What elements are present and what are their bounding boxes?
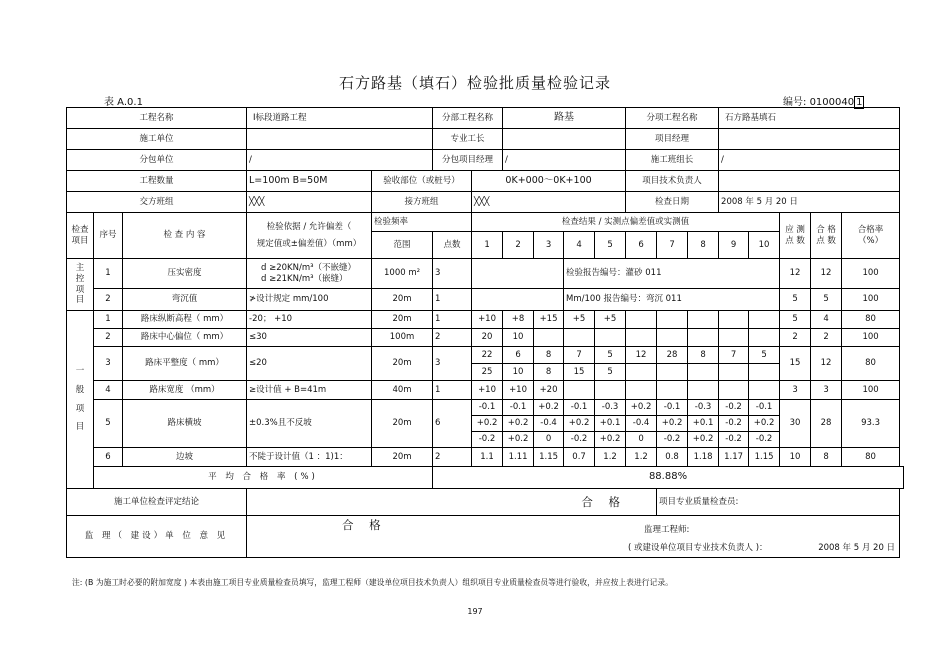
value-cell: 25	[472, 364, 503, 381]
project-name-label: 工程名称	[67, 108, 247, 129]
col-points: 点数	[433, 232, 472, 259]
value-cell: 1.15	[749, 448, 780, 467]
value-cell: 22	[472, 347, 503, 364]
rate-cell: 100	[842, 259, 900, 289]
value-cell: -0.1	[657, 400, 688, 416]
main-row-1	[67, 259, 904, 289]
basis-cell: -20； +10	[247, 311, 372, 329]
range-cell: 20m	[372, 289, 433, 311]
subcontractor-label: 分包单位	[67, 150, 247, 171]
general-group-label-text: 一 般 项 目	[75, 366, 85, 433]
header-row-quantity	[67, 171, 904, 192]
value-cell: -0.1	[749, 400, 780, 416]
range-cell: 100m	[372, 329, 433, 347]
value-cell: 8	[688, 347, 719, 364]
value-cell: +0.1	[688, 416, 719, 432]
result-text-cell: Mm/100 报告编号：弯沉 011	[564, 289, 780, 311]
location-label: 验收部位（或桩号）	[372, 171, 472, 192]
page-number: 197	[467, 607, 483, 616]
pass-cell: 4	[811, 311, 842, 329]
value-cell: +0.2	[564, 416, 595, 432]
inspection-form-table	[66, 107, 904, 558]
value-cell	[688, 381, 719, 400]
value-cell: +0.2	[749, 416, 780, 432]
value-cell	[749, 364, 780, 381]
value-cell: 10	[503, 364, 534, 381]
col-num: 4	[564, 232, 595, 259]
value-cell: -0.1	[503, 400, 534, 416]
value-cell: 6	[503, 347, 534, 364]
value-cell: -0.2	[657, 432, 688, 448]
value-cell: +10	[472, 381, 503, 400]
quantity-label: 工程数量	[67, 171, 247, 192]
form-number: 表 A.0.1	[104, 97, 143, 108]
col-rate	[842, 213, 900, 259]
col-should-line1: 应 测	[785, 224, 805, 235]
qc-inspector-label: 项目专业质量检查员:	[657, 489, 900, 516]
points-cell: 6	[433, 400, 472, 448]
main-row-2	[67, 289, 904, 311]
value-cell: 15	[564, 364, 595, 381]
general-row-6	[67, 448, 904, 467]
points-cell: 1	[433, 381, 472, 400]
value-cell	[626, 381, 657, 400]
general-row-1	[67, 311, 904, 329]
range-cell: 1000 m²	[372, 259, 433, 289]
value-cell: -0.3	[595, 400, 626, 416]
col-seq: 序号	[94, 213, 123, 259]
value-cell	[626, 364, 657, 381]
pass-cell: 2	[811, 329, 842, 347]
team-leader-value: /	[719, 150, 900, 171]
content-cell: 路床纵断高程（ mm）	[123, 311, 247, 329]
basis-cell: 不陡于设计值（1 ：1)1：	[247, 448, 372, 467]
receiving-team-label: 接方班组	[372, 192, 472, 213]
should-cell: 12	[780, 259, 811, 289]
footnote: 注: (B 为施工时必要的附加宽度 ) 本表由施工项目专业质量检查员填写，监理工程师（建设单位项目技术负责人）组织项目专业质量检查员等进行验收，并应按上表进行记录。	[72, 578, 673, 587]
value-cell: 0	[534, 432, 564, 448]
value-cell: +0.2	[534, 400, 564, 416]
value-cell	[657, 311, 688, 329]
range-cell: 40m	[372, 381, 433, 400]
basis-cell: ≯设计规定 mm/100	[247, 289, 372, 311]
value-cell: +0.2	[688, 432, 719, 448]
header-row-project	[67, 108, 904, 129]
value-cell: +0.2	[657, 416, 688, 432]
col-basis-line1: 检验依据 / 允许偏差（	[266, 221, 352, 232]
value-cell	[657, 329, 688, 347]
location-value: 0K+000～0K+100	[472, 171, 626, 192]
basis-cell	[247, 259, 372, 289]
content-cell: 压实密度	[123, 259, 247, 289]
col-should	[780, 213, 811, 259]
content-cell: 路床平整度（ mm）	[123, 347, 247, 381]
team-leader-label: 施工班组长	[626, 150, 719, 171]
col-rate-line1: 合格率	[857, 224, 884, 235]
handover-team-label: 交方班组	[67, 192, 247, 213]
seq-cell: 2	[94, 329, 123, 347]
value-cell: -0.2	[719, 416, 749, 432]
value-cell: +15	[534, 311, 564, 329]
seq-cell: 1	[94, 311, 123, 329]
value-cell: 7	[564, 347, 595, 364]
value-cell: 5	[749, 347, 780, 364]
should-cell: 10	[780, 448, 811, 467]
results-blank	[472, 289, 564, 311]
col-num: 7	[657, 232, 688, 259]
rate-cell: 80	[842, 448, 900, 467]
col-num: 10	[749, 232, 780, 259]
header-row-subcontractor	[67, 150, 904, 171]
col-content: 检 查 内 容	[123, 213, 247, 259]
value-cell	[626, 329, 657, 347]
pass-cell: 12	[811, 259, 842, 289]
contractor-conclusion-text: 合 格	[581, 494, 627, 509]
col-check-item: 检查项目	[67, 213, 94, 259]
document-title: 石方路基（填石）检验批质量检验记录	[338, 74, 611, 92]
col-num: 8	[688, 232, 719, 259]
receiving-team-value: ╳╳╳	[472, 192, 626, 213]
supervisor-date: 2008 年 5 月 20 日	[818, 543, 896, 553]
serial-label: 编号:	[783, 97, 810, 108]
value-cell: 28	[657, 347, 688, 364]
col-should-line2: 点 数	[785, 235, 805, 246]
pass-cell: 8	[811, 448, 842, 467]
supervisor-engineer-label: 监理工程师:	[644, 525, 690, 535]
value-cell	[688, 329, 719, 347]
content-cell: 弯沉值	[123, 289, 247, 311]
value-cell	[688, 364, 719, 381]
value-cell: +0.2	[472, 416, 503, 432]
value-cell: +10	[503, 381, 534, 400]
col-pass-line1: 合 格	[816, 224, 836, 235]
result-text-cell: 检验报告编号：灌砂 011	[564, 259, 780, 289]
results-blank	[472, 259, 564, 289]
value-cell	[688, 311, 719, 329]
value-cell	[719, 364, 749, 381]
pm-label: 项目经理	[626, 129, 719, 150]
value-cell: 1.15	[534, 448, 564, 467]
inspection-date-label: 检查日期	[626, 192, 719, 213]
value-cell: +0.2	[626, 400, 657, 416]
points-cell: 1	[433, 289, 472, 311]
sub-project-value: 路基	[503, 108, 626, 129]
value-cell: -0.4	[534, 416, 564, 432]
handover-team-value: ╳╳╳	[247, 192, 372, 213]
general-row-4	[67, 381, 904, 400]
pass-cell: 5	[811, 289, 842, 311]
value-cell: 8	[534, 347, 564, 364]
value-cell: -0.1	[472, 400, 503, 416]
value-cell: +20	[534, 381, 564, 400]
col-pass	[811, 213, 842, 259]
pass-cell: 12	[811, 347, 842, 381]
avg-rate-label: 平 均 合 格 率 (%)	[94, 467, 433, 489]
value-cell: 10	[503, 329, 534, 347]
value-cell: -0.2	[472, 432, 503, 448]
basis-cell: ≥设计值 + B=41m	[247, 381, 372, 400]
should-cell: 2	[780, 329, 811, 347]
value-cell: 1.18	[688, 448, 719, 467]
value-cell: -0.2	[719, 432, 749, 448]
col-num: 3	[534, 232, 564, 259]
value-cell	[749, 381, 780, 400]
serial-value: 0100040	[809, 97, 855, 108]
content-cell: 路床中心偏位（ mm）	[123, 329, 247, 347]
value-cell: +0.1	[595, 416, 626, 432]
seq-cell: 5	[94, 400, 123, 448]
col-pass-line2: 点 数	[816, 235, 836, 246]
value-cell	[719, 311, 749, 329]
main-group-label	[67, 259, 94, 311]
rate-cell: 80	[842, 347, 900, 381]
col-num: 6	[626, 232, 657, 259]
value-cell: +5	[564, 311, 595, 329]
value-cell	[595, 381, 626, 400]
value-cell	[719, 329, 749, 347]
general-row-2	[67, 329, 904, 347]
points-cell: 3	[433, 259, 472, 289]
value-cell: 8	[534, 364, 564, 381]
col-num: 1	[472, 232, 503, 259]
col-basis	[247, 213, 372, 259]
rate-cell: 93.3	[842, 400, 900, 448]
pass-cell: 3	[811, 381, 842, 400]
value-cell	[564, 381, 595, 400]
sub-project-label: 分部工程名称	[433, 108, 503, 129]
value-cell: 12	[626, 347, 657, 364]
value-cell: 1.17	[719, 448, 749, 467]
col-num: 2	[503, 232, 534, 259]
value-cell: +0.2	[503, 416, 534, 432]
value-cell: 5	[595, 364, 626, 381]
value-cell: +0.2	[503, 432, 534, 448]
col-range: 范围	[372, 232, 433, 259]
seq-cell: 3	[94, 347, 123, 381]
col-basis-line2: 规定值或±偏差值）（mm）	[256, 238, 362, 249]
inspection-date-value: 2008 年 5 月 20 日	[719, 192, 900, 213]
content-cell: 边坡	[123, 448, 247, 467]
value-cell	[749, 311, 780, 329]
contractor-label: 施工单位	[67, 129, 247, 150]
contractor-conclusion-row	[67, 489, 904, 516]
col-results: 检查结果 / 实测点偏差值或实测值	[472, 213, 780, 232]
should-cell: 5	[780, 289, 811, 311]
foreman-label: 专业工长	[433, 129, 503, 150]
supervisor-opinion-value: 合 格	[342, 518, 387, 532]
value-cell	[719, 381, 749, 400]
main-group-label-text: 主 控 项 目	[75, 263, 85, 306]
value-cell: -0.1	[564, 400, 595, 416]
quantity-value: L=100m B=50M	[247, 171, 372, 192]
value-cell: 1.11	[503, 448, 534, 467]
value-cell: -0.2	[749, 432, 780, 448]
col-num: 9	[719, 232, 749, 259]
supervisor-row	[67, 516, 904, 558]
value-cell: 1.2	[626, 448, 657, 467]
project-name-value: Ⅰ标段道路工程	[247, 108, 433, 129]
value-cell: +8	[503, 311, 534, 329]
serial-last-digit: 1	[856, 97, 863, 108]
basis-line1: d ≥20KN/m³（不嵌缝）	[261, 262, 357, 273]
value-cell: 0.7	[564, 448, 595, 467]
header-row-teams	[67, 192, 904, 213]
value-cell	[534, 329, 564, 347]
value-cell: -0.3	[688, 400, 719, 416]
sub-pm-value: /	[503, 150, 626, 171]
basis-line2: d ≥21KN/m³（嵌缝）	[261, 273, 348, 284]
should-cell: 3	[780, 381, 811, 400]
points-cell: 1	[433, 311, 472, 329]
sub-pm-label: 分包项目经理	[433, 150, 503, 171]
contractor-value	[247, 129, 433, 150]
value-cell: 5	[595, 347, 626, 364]
seq-cell: 6	[94, 448, 123, 467]
tech-lead-value	[719, 171, 900, 192]
should-cell: 15	[780, 347, 811, 381]
value-cell: +0.2	[595, 432, 626, 448]
supervisor-block	[247, 516, 900, 558]
pass-cell: 28	[811, 400, 842, 448]
tech-lead-label: 项目技术负责人	[626, 171, 719, 192]
avg-rate-row	[67, 467, 904, 489]
rate-cell: 80	[842, 311, 900, 329]
value-cell: 1.2	[595, 448, 626, 467]
value-cell: -0.2	[719, 400, 749, 416]
value-cell: -0.4	[626, 416, 657, 432]
points-cell: 2	[433, 448, 472, 467]
rate-cell: 100	[842, 329, 900, 347]
should-cell: 30	[780, 400, 811, 448]
avg-rate-value: 88.88%	[433, 467, 904, 489]
value-cell: 1.1	[472, 448, 503, 467]
range-cell: 20m	[372, 311, 433, 329]
contractor-conclusion-label: 施工单位检查评定结论	[67, 489, 247, 516]
foreman-value	[503, 129, 626, 150]
rate-cell: 100	[842, 289, 900, 311]
range-cell: 20m	[372, 448, 433, 467]
value-cell: 0.8	[657, 448, 688, 467]
col-rate-line2: （%）	[858, 235, 884, 246]
range-cell: 20m	[372, 347, 433, 381]
content-cell: 路床横坡	[123, 400, 247, 448]
value-cell: +5	[595, 311, 626, 329]
subcontractor-value: /	[247, 150, 433, 171]
value-cell: 20	[472, 329, 503, 347]
col-freq: 检验频率	[372, 213, 472, 232]
general-row-5a	[67, 400, 904, 416]
basis-cell: ≤20	[247, 347, 372, 381]
item-project-label: 分项工程名称	[626, 108, 719, 129]
value-cell	[749, 329, 780, 347]
contractor-conclusion-value	[247, 489, 657, 516]
general-row-3a	[67, 347, 904, 364]
value-cell: 7	[719, 347, 749, 364]
col-num: 5	[595, 232, 626, 259]
value-cell	[626, 311, 657, 329]
value-cell	[657, 364, 688, 381]
value-cell: 0	[626, 432, 657, 448]
should-cell: 5	[780, 311, 811, 329]
seq-cell: 1	[94, 259, 123, 289]
value-cell	[564, 329, 595, 347]
rate-cell: 100	[842, 381, 900, 400]
column-header-row-1	[67, 213, 904, 232]
pm-value	[719, 129, 900, 150]
content-cell: 路床宽度 （mm）	[123, 381, 247, 400]
basis-cell: ±0.3%且不反坡	[247, 400, 372, 448]
header-row-contractor	[67, 129, 904, 150]
general-group-label	[67, 311, 94, 489]
value-cell: +10	[472, 311, 503, 329]
seq-cell: 4	[94, 381, 123, 400]
range-cell: 20m	[372, 400, 433, 448]
item-project-value: 石方路基填石	[719, 108, 900, 129]
seq-cell: 2	[94, 289, 123, 311]
points-cell: 3	[433, 347, 472, 381]
supervisor-opinion-label: 监 理（ 建设）单 位 意 见	[67, 516, 247, 558]
value-cell	[595, 329, 626, 347]
points-cell: 2	[433, 329, 472, 347]
basis-cell: ≤30	[247, 329, 372, 347]
owner-tech-label: ( 或建设单位项目专业技术负责人 )：	[628, 543, 768, 553]
value-cell: -0.2	[564, 432, 595, 448]
value-cell	[657, 381, 688, 400]
